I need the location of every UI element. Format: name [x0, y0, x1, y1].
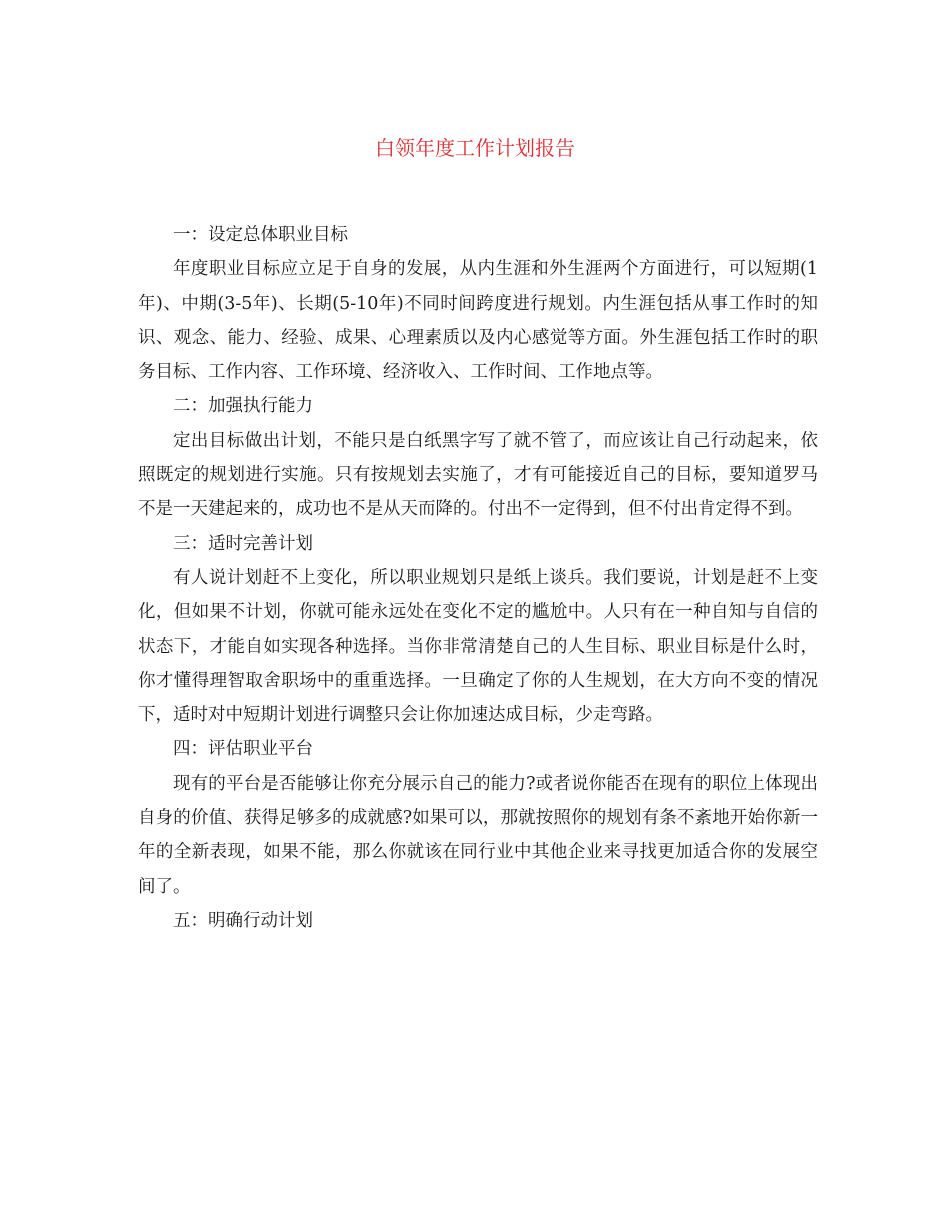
section-paragraph-3: 有人说计划赶不上变化，所以职业规划只是纸上谈兵。我们要说，计划是赶不上变化，但如果不计划，你就可能永远处在变化不定的尴尬中。人只有在一种自知与自信的状态下，才能自如实现各种选择。当你非常清楚自己的人生目标、职业目标是什么时，你才懂得理智取舍职场中的重重选择。一旦确定了你的人生规划，在大方向不变的情况下，适时对中短期计划进行调整只会让你加速达成目标，少走弯路。 — [138, 567, 818, 726]
section-heading-3: 三：适时完善计划 — [173, 533, 313, 554]
section-heading-5: 五：明确行动计划 — [173, 910, 313, 931]
section-heading-4: 四：评估职业平台 — [173, 739, 313, 760]
document-title: 白领年度工作计划报告 — [375, 136, 575, 160]
section-heading-2: 二：加强执行能力 — [173, 396, 313, 417]
document-body — [138, 218, 818, 938]
section-paragraph-1: 年度职业目标应立足于自身的发展，从内生涯和外生涯两个方面进行，可以短期(1年)、中期(3-5年)、长期(5-10年)不同时间跨度进行规划。内生涯包括从事工作时的知识、观念、能力、经验、成果、心理素质以及内心感觉等方面。外生涯包括工作时的职务目标、工作内容、工作环境、经济收入、工作时间、工作地点等。 — [138, 259, 818, 383]
section-paragraph-2: 定出目标做出计划，不能只是白纸黑字写了就不管了，而应该让自己行动起来，依照既定的规划进行实施。只有按规划去实施了，才有可能接近自己的目标，要知道罗马不是一天建起来的，成功也不是从天而降的。付出不一定得到，但不付出肯定得不到。 — [138, 430, 818, 520]
section-heading-1: 一：设定总体职业目标 — [173, 225, 348, 245]
section-paragraph-4: 现有的平台是否能够让你充分展示自己的能力?或者说你能否在现有的职位上体现出自身的价值、获得足够多的成就感?如果可以，那就按照你的规划有条不紊地开始你新一年的全新表现，如果不能，那么你就该在同行业中其他企业来寻找更加适合你的发展空间了。 — [138, 773, 818, 897]
